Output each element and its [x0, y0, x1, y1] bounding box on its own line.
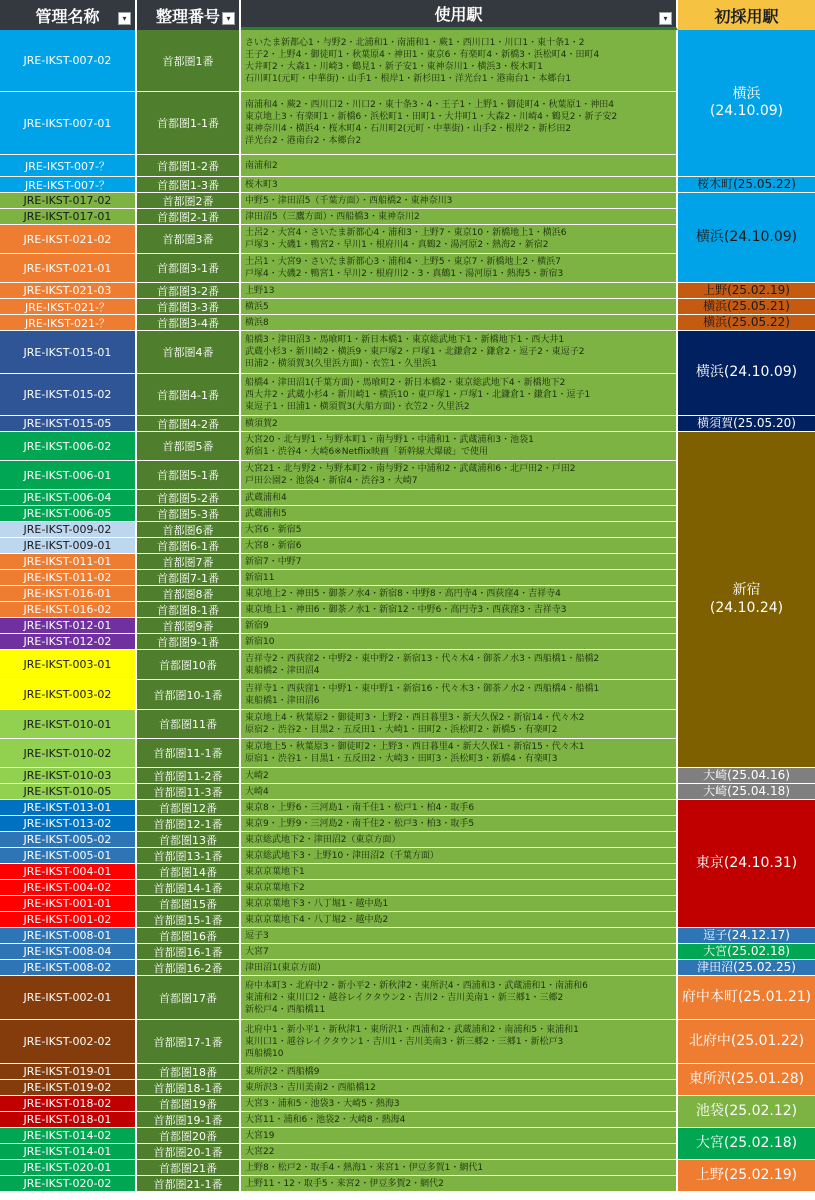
stations-cell[interactable]	[241, 254, 678, 283]
stations-cell[interactable]	[241, 602, 678, 618]
stations-line: 逗子3	[245, 930, 269, 941]
stations-cell[interactable]	[241, 1160, 678, 1176]
stations-line: 東京地上2・神田5・御茶ノ水4・新宿8・中野8・高円寺4・西荻窪4・吉祥寺4	[245, 588, 561, 599]
stations-line: 新宿9	[245, 620, 269, 631]
number-cell[interactable]: 首都圏21-1番	[137, 1176, 241, 1192]
code-cell[interactable]: JRE-IKST-014-01	[0, 1144, 137, 1160]
code-cell[interactable]: JRE-IKST-021-02	[0, 225, 137, 254]
number-cell[interactable]: 首都圏8-1番	[137, 602, 241, 618]
stations-cell[interactable]	[241, 1080, 678, 1096]
stations-cell[interactable]	[241, 634, 678, 650]
stations-cell[interactable]	[241, 800, 678, 816]
adoption-line: (24.10.24)	[709, 599, 784, 616]
column-header-stations[interactable]	[241, 0, 678, 30]
number-cell[interactable]: 首都圏12-1番	[137, 816, 241, 832]
adoption-line: 大宮(25.02.18)	[703, 944, 790, 958]
filter-dropdown-icon[interactable]: ▾	[659, 12, 672, 25]
code-cell[interactable]: JRE-IKST-005-02	[0, 832, 137, 848]
number-cell[interactable]: 首都圏1番	[137, 30, 241, 92]
stations-cell[interactable]	[241, 912, 678, 928]
column-header-adoption[interactable]	[678, 0, 815, 30]
adoption-cell[interactable]	[678, 1160, 815, 1192]
number-cell[interactable]: 首都圏11-2番	[137, 768, 241, 784]
stations-line: 原宿2・渋谷2・目黒2・五反田1・大崎1・田町2・浜松町2・新橋5・有楽町2	[245, 725, 558, 735]
code-cell[interactable]: JRE-IKST-005-01	[0, 848, 137, 864]
number-cell[interactable]: 首都圏1-3番	[137, 177, 241, 193]
code-cell[interactable]: JRE-IKST-015-05	[0, 416, 137, 432]
stations-cell[interactable]	[241, 976, 678, 1020]
number-cell[interactable]: 首都圏17番	[137, 976, 241, 1020]
adoption-cell[interactable]	[678, 960, 815, 976]
stations-line: 大宮11・浦和6・池袋2・大崎8・熱海4	[245, 1114, 406, 1125]
column-header-code[interactable]	[0, 0, 137, 30]
stations-cell[interactable]	[241, 225, 678, 254]
number-cell[interactable]: 首都圏6-1番	[137, 538, 241, 554]
number-cell[interactable]: 首都圏16-2番	[137, 960, 241, 976]
code-cell[interactable]: JRE-IKST-010-02	[0, 739, 137, 768]
stations-cell[interactable]	[241, 928, 678, 944]
stations-line: 東逗子1・田浦1・横須賀3(大船方面)・衣笠2・久里浜2	[245, 401, 470, 412]
code-cell[interactable]: JRE-IKST-006-02	[0, 432, 137, 461]
code-cell[interactable]: JRE-IKST-018-01	[0, 1112, 137, 1128]
number-cell[interactable]: 首都圏9-1番	[137, 634, 241, 650]
stations-cell[interactable]	[241, 1144, 678, 1160]
stations-line: 土呂2・大宮4・さいたま新都心4・浦和3・上野7・東京10・新橋地上1・横浜6	[245, 228, 567, 238]
code-cell[interactable]: JRE-IKST-015-02	[0, 374, 137, 416]
stations-line: 桜木町3	[245, 179, 278, 190]
number-cell[interactable]: 首都圏14番	[137, 864, 241, 880]
number-cell[interactable]: 首都圏13番	[137, 832, 241, 848]
stations-line: 東京9・上野9・三河島2・南千住2・松戸3・柏3・取手5	[245, 818, 475, 829]
adoption-cell[interactable]	[678, 315, 815, 331]
stations-cell[interactable]	[241, 1064, 678, 1080]
adoption-line: 横須賀(25.05.20)	[697, 416, 796, 430]
adoption-line: 新宿	[732, 582, 761, 598]
stations-line: 東神奈川4・横浜4・桜木町4・石川町2(元町・中華街)・山手2・根岸2・新杉田2	[245, 124, 572, 134]
stations-line: 上野8・松戸2・取手4・熱海1・来宮1・伊豆多賀1・網代1	[245, 1162, 484, 1173]
stations-cell[interactable]	[241, 784, 678, 800]
adoption-cell[interactable]	[678, 768, 815, 784]
adoption-line: 府中本町(25.01.21)	[681, 988, 812, 1005]
stations-line: 大宮7	[245, 946, 269, 957]
stations-line: 東京総武地下3・上野10・津田沼2（千葉方面）	[245, 850, 439, 861]
code-cell[interactable]: JRE-IKST-011-02	[0, 570, 137, 586]
stations-line: 西船橋10	[245, 1048, 284, 1059]
number-cell[interactable]: 首都圏8番	[137, 586, 241, 602]
stations-line: 北府中1・新小平1・新秋津1・東所沢1・西浦和2・武蔵浦和2・南浦和5・東浦和1	[245, 1024, 579, 1035]
code-cell[interactable]: JRE-IKST-003-02	[0, 680, 137, 710]
code-cell[interactable]: JRE-IKST-011-01	[0, 554, 137, 570]
stations-cell[interactable]	[241, 880, 678, 896]
stations-line: 上野13	[245, 285, 275, 296]
column-header-number-label: 整理番号	[155, 6, 220, 26]
stations-line: 東京8・上野6・三河島1・南千住1・松戸1・柏4・取手6	[245, 802, 475, 813]
stations-line: 土呂1・大宮9・さいたま新都心3・浦和4・上野5・東京7・新橋地上2・横浜7	[245, 257, 561, 267]
column-header-adoption-label: 初採用駅	[714, 6, 779, 26]
number-cell[interactable]: 首都圏11-3番	[137, 784, 241, 800]
stations-line: 新宿11	[245, 572, 275, 583]
stations-cell[interactable]	[241, 944, 678, 960]
code-cell[interactable]: JRE-IKST-021-？	[0, 315, 137, 331]
adoption-cell[interactable]	[678, 1128, 815, 1160]
stations-cell[interactable]	[241, 1112, 678, 1128]
code-cell[interactable]: JRE-IKST-007-01	[0, 92, 137, 155]
adoption-cell[interactable]	[678, 1096, 815, 1128]
stations-line: 吉祥寺2・西荻窪2・中野2・東中野2・新宿13・代々木4・御茶ノ水3・西船橋1・船橋2	[245, 653, 600, 664]
adoption-line: 池袋(25.02.12)	[695, 1102, 798, 1119]
stations-line: 東京京葉地下2	[245, 882, 305, 893]
code-cell[interactable]: JRE-IKST-021-？	[0, 299, 137, 315]
code-cell[interactable]: JRE-IKST-012-01	[0, 618, 137, 634]
stations-cell[interactable]	[241, 864, 678, 880]
adoption-line: 横浜(25.05.22)	[703, 315, 790, 329]
adoption-line: 横浜	[732, 85, 761, 102]
stations-cell[interactable]	[241, 299, 678, 315]
number-cell[interactable]: 首都圏1-2番	[137, 155, 241, 177]
code-cell[interactable]: JRE-IKST-008-02	[0, 960, 137, 976]
number-cell[interactable]: 首都圏19番	[137, 1096, 241, 1112]
stations-cell[interactable]	[241, 1128, 678, 1144]
column-header-stations-label: 使用駅	[434, 5, 483, 24]
adoption-cell[interactable]	[678, 800, 815, 928]
code-cell[interactable]: JRE-IKST-019-02	[0, 1080, 137, 1096]
stations-line: 東所沢3・吉川美南2・西船橋12	[245, 1082, 376, 1093]
filter-dropdown-icon[interactable]: ▾	[118, 12, 131, 25]
stations-line: 東京総武地下2・津田沼2（東京方面）	[245, 834, 401, 845]
stations-line: 横浜8	[245, 317, 269, 328]
stations-line: 東京京葉地下3・八丁堀1・越中島1	[245, 898, 389, 909]
stations-line: 船橋3・津田沼3・馬喰町1・新日本橋1・東京総武地下1・新橋地下1・西大井1	[245, 335, 565, 345]
code-cell[interactable]: JRE-IKST-008-04	[0, 944, 137, 960]
stations-line: 津田沼1(東京方面)	[245, 962, 321, 973]
number-cell[interactable]: 首都圏2番	[137, 193, 241, 209]
adoption-line: 津田沼(25.02.25)	[697, 960, 796, 974]
stations-cell[interactable]	[241, 331, 678, 374]
stations-cell[interactable]	[241, 739, 678, 768]
number-cell[interactable]: 首都圏5-2番	[137, 490, 241, 506]
number-cell[interactable]: 首都圏3-1番	[137, 254, 241, 283]
stations-cell[interactable]	[241, 193, 678, 209]
stations-cell[interactable]	[241, 586, 678, 602]
code-cell[interactable]: JRE-IKST-019-01	[0, 1064, 137, 1080]
stations-cell[interactable]	[241, 768, 678, 784]
code-cell[interactable]: JRE-IKST-016-02	[0, 602, 137, 618]
adoption-line: 横浜(25.05.21)	[703, 299, 790, 313]
number-cell[interactable]: 首都圏3番	[137, 225, 241, 254]
code-cell[interactable]: JRE-IKST-002-01	[0, 976, 137, 1020]
stations-cell[interactable]	[241, 374, 678, 416]
adoption-cell[interactable]	[678, 944, 815, 960]
code-cell[interactable]: JRE-IKST-017-02	[0, 193, 137, 209]
column-header-code-label: 管理名称	[35, 6, 100, 26]
stations-line: 大宮8・新宿6	[245, 540, 302, 551]
stations-cell[interactable]	[241, 92, 678, 155]
number-cell[interactable]: 首都圏15-1番	[137, 912, 241, 928]
stations-line: 東京地上4・秋葉原2・御徒町3・上野2・西日暮里3・新大久保2・新宿14・代々木2	[245, 713, 585, 723]
adoption-cell[interactable]	[678, 193, 815, 283]
stations-line: 原宿1・渋谷1・目黒1・五反田2・大崎3・田町3・浜松町3・新橋4・有楽町3	[245, 754, 558, 764]
stations-line: 西大井2・武蔵小杉4・新川崎1・横浜10・東戸塚1・戸塚1・北鎌倉1・鎌倉1・逗子1	[245, 389, 591, 400]
code-cell[interactable]: JRE-IKST-009-01	[0, 538, 137, 554]
stations-cell[interactable]	[241, 283, 678, 299]
code-cell[interactable]: JRE-IKST-021-01	[0, 254, 137, 283]
stations-line: さいたま新都心1・与野2・北浦和1・南浦和1・蕨1・西川口1・川口1・東十条1・2	[245, 37, 585, 48]
stations-cell[interactable]	[241, 506, 678, 522]
stations-line: 大宮6・新宿5	[245, 524, 302, 535]
stations-cell[interactable]	[241, 680, 678, 710]
stations-line: 吉祥寺1・西荻窪1・中野1・東中野1・新宿16・代々木3・御茶ノ水2・西船橋4・船橋1	[245, 683, 600, 694]
number-cell[interactable]: 首都圏16-1番	[137, 944, 241, 960]
adoption-line: 上野(25.02.19)	[695, 1166, 798, 1183]
stations-line: 横浜5	[245, 301, 269, 312]
adoption-cell[interactable]	[678, 331, 815, 416]
stations-cell[interactable]	[241, 816, 678, 832]
adoption-cell[interactable]	[678, 784, 815, 800]
stations-line: 東京地上5・秋葉原3・御徒町2・上野3・西日暮里4・新大久保1・新宿15・代々木1	[245, 742, 585, 752]
adoption-line: 北府中(25.01.22)	[688, 1032, 805, 1049]
number-cell[interactable]: 首都圏5-1番	[137, 461, 241, 490]
code-cell[interactable]: JRE-IKST-007-02	[0, 30, 137, 92]
stations-cell[interactable]	[241, 554, 678, 570]
adoption-line: 東京(24.10.31)	[695, 854, 798, 871]
stations-line: 船橋4・津田沼1(千葉方面)・馬喰町2・新日本橋2・東京総武地下4・新橋地下2	[245, 377, 566, 388]
number-cell[interactable]: 首都圏10番	[137, 650, 241, 680]
adoption-line: 桜木町(25.05.22)	[697, 177, 796, 191]
stations-cell[interactable]	[241, 960, 678, 976]
number-cell[interactable]: 首都圏1-1番	[137, 92, 241, 155]
number-cell[interactable]: 首都圏4番	[137, 331, 241, 374]
stations-line: 大井町2・大森1・川崎3・鶴見1・新子安1・東神奈川1・横浜3・桜木町1	[245, 61, 543, 72]
number-cell[interactable]: 首都圏21番	[137, 1160, 241, 1176]
adoption-cell[interactable]	[678, 928, 815, 944]
stations-line: 戸塚4・大磯2・鴨宮1・早川2・根府川2・3・真鶴1・湯河原1・熱海5・新宿3	[245, 269, 564, 279]
code-cell[interactable]: JRE-IKST-007-？	[0, 155, 137, 177]
code-cell[interactable]: JRE-IKST-010-05	[0, 784, 137, 800]
number-cell[interactable]: 首都圏10-1番	[137, 680, 241, 710]
code-cell[interactable]: JRE-IKST-006-05	[0, 506, 137, 522]
code-cell[interactable]: JRE-IKST-010-03	[0, 768, 137, 784]
stations-cell[interactable]	[241, 30, 678, 92]
stations-line: 大宮3・浦和5・池袋3・大崎5・熱海3	[245, 1098, 400, 1109]
stations-cell[interactable]	[241, 1096, 678, 1112]
stations-line: 大宮20・北与野1・与野本町1・南与野1・中浦和1・武蔵浦和3・池袋1	[245, 435, 534, 445]
number-cell[interactable]: 首都圏12番	[137, 800, 241, 816]
code-cell[interactable]: JRE-IKST-012-02	[0, 634, 137, 650]
filter-dropdown-icon[interactable]: ▾	[222, 12, 235, 25]
code-cell[interactable]: JRE-IKST-009-02	[0, 522, 137, 538]
number-cell[interactable]: 首都圏3-4番	[137, 315, 241, 331]
code-cell[interactable]: JRE-IKST-007-？	[0, 177, 137, 193]
stations-line: 東京地上3・有楽町1・新橋6・浜松町1・田町1・大井町1・大森2・川崎4・鶴見2・新子安2	[245, 112, 618, 122]
code-cell[interactable]: JRE-IKST-014-02	[0, 1128, 137, 1144]
stations-line: 田浦2・横須賀3(久里浜方面)・衣笠1・久里浜1	[245, 359, 437, 369]
stations-line: 津田沼5（三鷹方面）・西船橋3・東神奈川2	[245, 211, 420, 222]
stations-cell[interactable]	[241, 832, 678, 848]
code-cell[interactable]: JRE-IKST-020-02	[0, 1176, 137, 1192]
number-cell[interactable]: 首都圏9番	[137, 618, 241, 634]
number-cell[interactable]: 首都圏2-1番	[137, 209, 241, 225]
code-cell[interactable]: JRE-IKST-021-03	[0, 283, 137, 299]
stations-line: 戸田公園2・池袋4・新宿4・渋谷3・大崎7	[245, 476, 418, 486]
stations-cell[interactable]	[241, 570, 678, 586]
adoption-cell[interactable]	[678, 299, 815, 315]
number-cell[interactable]: 首都圏18番	[137, 1064, 241, 1080]
number-cell[interactable]: 首都圏15番	[137, 896, 241, 912]
stations-cell[interactable]	[241, 416, 678, 432]
adoption-line: 逗子(24.12.17)	[703, 928, 790, 942]
number-cell[interactable]: 首都圏19-1番	[137, 1112, 241, 1128]
stations-line: 大宮21・北与野2・与野本町2・南与野2・中浦和2・武蔵浦和6・北戸田2・戸田2	[245, 464, 576, 474]
adoption-line: 大宮(25.02.18)	[695, 1134, 798, 1151]
code-cell[interactable]: JRE-IKST-020-01	[0, 1160, 137, 1176]
code-cell[interactable]: JRE-IKST-004-01	[0, 864, 137, 880]
adoption-line: 横浜(24.10.09)	[695, 228, 798, 245]
number-cell[interactable]: 首都圏3-2番	[137, 283, 241, 299]
stations-line: 南浦和4・蕨2・西川口2・川口2・東十条3・4・王子1・上野1・御徒町4・秋葉原1・神田4	[245, 100, 614, 110]
stations-cell[interactable]	[241, 710, 678, 739]
adoption-line: 大崎(25.04.18)	[703, 784, 790, 798]
number-cell[interactable]: 首都圏5番	[137, 432, 241, 461]
stations-cell[interactable]	[241, 522, 678, 538]
stations-cell[interactable]	[241, 848, 678, 864]
stations-line: 戸塚3・大磯1・鴨宮2・早川1・根府川4・真鶴2・湯河原2・熱海2・新宿2	[245, 240, 549, 250]
stations-cell[interactable]	[241, 209, 678, 225]
number-cell[interactable]: 首都圏16番	[137, 928, 241, 944]
number-cell[interactable]: 首都圏17-1番	[137, 1020, 241, 1064]
stations-line: 東京地上1・神田6・御茶ノ水1・新宿12・中野6・高円寺3・西荻窪3・吉祥寺3	[245, 604, 567, 615]
code-cell[interactable]: JRE-IKST-001-02	[0, 912, 137, 928]
stations-line: 東京京葉地下4・八丁堀2・越中島2	[245, 914, 389, 925]
number-cell[interactable]: 首都圏7番	[137, 554, 241, 570]
adoption-line: 大崎(25.04.16)	[703, 768, 790, 782]
stations-line: 府中本町3・北府中2・新小平2・新秋津2・東所沢4・西浦和3・武蔵浦和1・南浦和6	[245, 980, 588, 991]
stations-cell[interactable]	[241, 896, 678, 912]
stations-line: 大崎4	[245, 786, 269, 797]
adoption-line: (24.10.09)	[709, 103, 784, 119]
code-cell[interactable]: JRE-IKST-010-01	[0, 710, 137, 739]
stations-line: 王子2・上野4・御徒町1・秋葉原4・神田1・東京6・有楽町4・新橋3・浜松町4・田町4	[245, 49, 600, 60]
stations-line: 南浦和2	[245, 160, 278, 171]
code-cell[interactable]: JRE-IKST-016-01	[0, 586, 137, 602]
number-cell[interactable]: 首都圏7-1番	[137, 570, 241, 586]
stations-cell[interactable]	[241, 650, 678, 680]
adoption-cell[interactable]	[678, 416, 815, 432]
adoption-cell[interactable]	[678, 283, 815, 299]
code-cell[interactable]: JRE-IKST-001-01	[0, 896, 137, 912]
adoption-cell[interactable]	[678, 432, 815, 768]
stations-line: 東船橋1・津田沼6	[245, 695, 320, 706]
stations-line: 大崎2	[245, 770, 269, 781]
code-cell[interactable]: JRE-IKST-003-01	[0, 650, 137, 680]
stations-cell[interactable]	[241, 432, 678, 461]
stations-line: 洋光台2・港南台2・本郷台2	[245, 136, 362, 146]
code-cell[interactable]: JRE-IKST-002-02	[0, 1020, 137, 1064]
code-cell[interactable]: JRE-IKST-013-02	[0, 816, 137, 832]
number-cell[interactable]: 首都圏20-1番	[137, 1144, 241, 1160]
stations-line: 新宿10	[245, 636, 275, 647]
adoption-cell[interactable]	[678, 177, 815, 193]
code-cell[interactable]: JRE-IKST-013-01	[0, 800, 137, 816]
adoption-line: 横浜(24.10.09)	[695, 364, 798, 381]
stations-line: 上野11・12・取手5・来宮2・伊豆多賀2・網代2	[245, 1178, 444, 1189]
stations-line: 新宿7・中野7	[245, 556, 302, 567]
stations-line: 大宮22	[245, 1146, 275, 1157]
stations-line: 武蔵浦和4	[245, 492, 287, 503]
stations-cell[interactable]	[241, 177, 678, 193]
stations-cell[interactable]	[241, 618, 678, 634]
stations-line: 東京京葉地下1	[245, 866, 305, 877]
stations-line: 大宮19	[245, 1130, 275, 1141]
stations-cell[interactable]	[241, 490, 678, 506]
stations-line: 東船橋2・津田沼4	[245, 665, 320, 676]
number-cell[interactable]: 首都圏4-1番	[137, 374, 241, 416]
number-cell[interactable]: 首都圏11番	[137, 710, 241, 739]
code-cell[interactable]: JRE-IKST-006-01	[0, 461, 137, 490]
number-cell[interactable]: 首都圏6番	[137, 522, 241, 538]
stations-line: 石川町1(元町・中華街)・山手1・根岸1・新杉田1・洋光台1・港南台1・本郷台1	[245, 73, 572, 84]
adoption-cell[interactable]	[678, 1064, 815, 1096]
stations-line: 新宿1・渋谷4・大崎6※Netflix映画「新幹線大爆破」で使用	[245, 447, 489, 457]
stations-line: 東所沢2・西船橋9	[245, 1066, 320, 1077]
stations-cell[interactable]	[241, 155, 678, 177]
stations-cell[interactable]	[241, 315, 678, 331]
stations-line: 武蔵小杉3・新川崎2・横浜9・東戸塚2・戸塚1・北鎌倉2・鎌倉2・逗子2・東逗子2	[245, 347, 585, 357]
number-cell[interactable]: 首都圏20番	[137, 1128, 241, 1144]
adoption-line: 東所沢(25.01.28)	[688, 1070, 805, 1087]
adoption-cell[interactable]	[678, 30, 815, 177]
code-cell[interactable]: JRE-IKST-017-01	[0, 209, 137, 225]
stations-line: 横須賀2	[245, 418, 278, 429]
number-cell[interactable]: 首都圏18-1番	[137, 1080, 241, 1096]
stations-cell[interactable]	[241, 461, 678, 490]
code-cell[interactable]: JRE-IKST-008-01	[0, 928, 137, 944]
stations-line: 東川口1・越谷レイクタウン1・吉川1・吉川美南3・新三郷2・三郷1・新松戸3	[245, 1036, 564, 1047]
number-cell[interactable]: 首都圏14-1番	[137, 880, 241, 896]
code-cell[interactable]: JRE-IKST-018-02	[0, 1096, 137, 1112]
stations-line: 中野5・津田沼5（千葉方面）・西船橋2・東神奈川3	[245, 195, 453, 206]
stations-line: 武蔵浦和5	[245, 508, 287, 519]
code-cell[interactable]: JRE-IKST-004-02	[0, 880, 137, 896]
column-header-number[interactable]	[137, 0, 241, 30]
adoption-line: 上野(25.02.19)	[703, 283, 790, 297]
number-cell[interactable]: 首都圏11-1番	[137, 739, 241, 768]
stations-cell[interactable]	[241, 538, 678, 554]
number-cell[interactable]: 首都圏3-3番	[137, 299, 241, 315]
adoption-cell[interactable]	[678, 976, 815, 1020]
number-cell[interactable]: 首都圏13-1番	[137, 848, 241, 864]
code-cell[interactable]: JRE-IKST-006-04	[0, 490, 137, 506]
stations-line: 新松戸4・西船橋11	[245, 1004, 326, 1015]
stations-cell[interactable]	[241, 1020, 678, 1064]
stations-line: 東浦和2・東川口2・越谷レイクタウン2・吉川2・吉川美南1・新三郷1・三郷2	[245, 992, 564, 1003]
adoption-cell[interactable]	[678, 1020, 815, 1064]
stations-cell[interactable]	[241, 1176, 678, 1192]
number-cell[interactable]: 首都圏5-3番	[137, 506, 241, 522]
number-cell[interactable]: 首都圏4-2番	[137, 416, 241, 432]
code-cell[interactable]: JRE-IKST-015-01	[0, 331, 137, 374]
